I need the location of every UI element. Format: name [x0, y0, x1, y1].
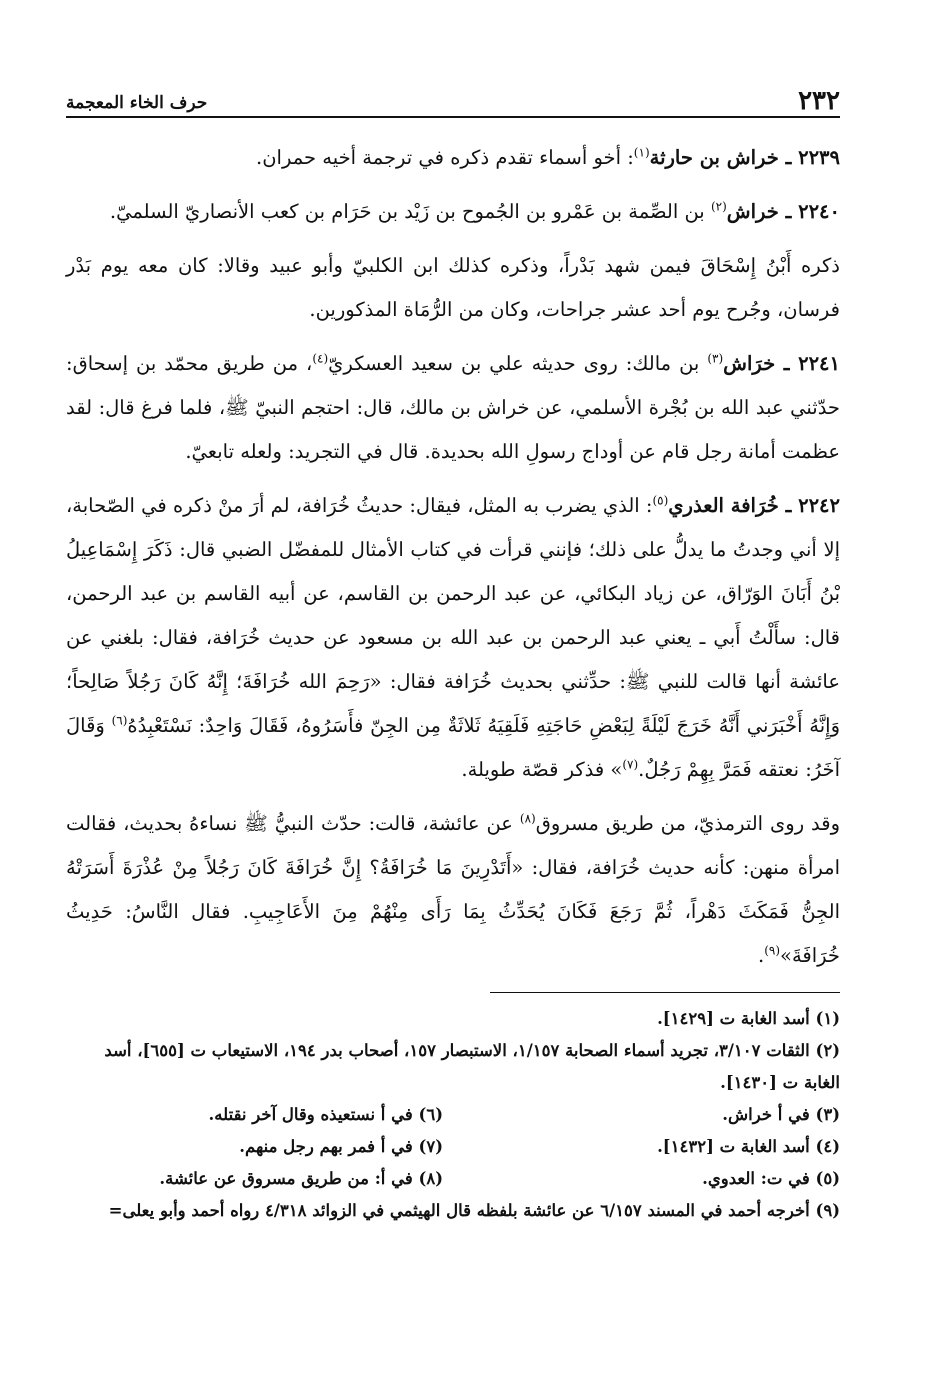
- footnote-ref[interactable]: (٦): [111, 713, 128, 728]
- entry-text: : الذي يضرب به المثل، فيقال: حديثُ خُرَافة، لم أرَ منْ ذكره في الصّحابة، إلا أني وجدتُ ما يدلُّ على ذلك؛ فإنني قرأت في كتاب الأمثال للمفضّل الضبي قال: ذَكَرَ إِسْمَاعِيلُ بْنُ أَبَانَ الوَرّاق، عن زياد البكائي، عن عبد الرحمن بن القاسم، عن أبيه القاسم بن عبد الرحمن، قال: سأَلْتُ أَبي ـ يعني عبد الرحمن بن عبد الله بن مسعود عن حديث خُرَافة، فقال: بلغني عن عائشة أنها قالت للنبي ﷺ: حدِّثني بحديث خُرَافة فقال: «رَحِمَ الله خُرَافَةَ؛ إِنَّهُ كَانَ رَجُلاً صَالِحاً؛ وَإِنَّهُ أَخْبَرَني أَنَّهُ خَرَجَ لَيْلَةً لِبَعْضِ حَاجَتِهِ فَلَقِيَهُ ثَلاثَةٌ مِن الجِنّ فأَسَرُوهُ، فَقَالَ وَاحِدٌ: نَسْتَعْبِدُهُ: [66, 494, 840, 737]
- entry-heading: ٢٢٤٠ ـ خراش: [726, 200, 840, 223]
- entry-text: ذكره أَبْنُ إِسْحَاقَ فيمن شهد بَدْراً، وذكره كذلك ابن الكلبيّ وأبو عبيد وقالا: كان معه يوم بَدْر فرسان، وجُرح يوم أحد عشر جراحات، وكان من الرُّمَاة المذكورين.: [66, 254, 840, 321]
- entry-2240: [66, 190, 840, 234]
- entry-heading: ٢٢٤١ ـ خرَاش: [723, 352, 841, 375]
- footnote-8: (٨) في أ: من طريق مسروق عن عائشة.: [159, 1169, 443, 1188]
- footnote-5: (٥) في ت: العدوي.: [702, 1169, 840, 1188]
- footnote-columns: [66, 1099, 840, 1195]
- running-title: حرف الخاء المعجمة: [66, 93, 208, 113]
- entry-2241: [66, 342, 840, 474]
- entry-heading: ٢٢٤٢ ـ خُرَافة العذري: [668, 494, 840, 517]
- footnotes: [66, 1003, 840, 1227]
- footnote-ref[interactable]: (٨): [519, 811, 536, 826]
- page-number: ٢٣٢: [798, 86, 840, 116]
- entry-2242: [66, 484, 840, 792]
- footnote-ref[interactable]: (٧): [622, 757, 639, 772]
- footnote-4: (٤) أسد الغابة ت [١٤٣٢].: [657, 1137, 840, 1156]
- entry-2239: [66, 136, 840, 180]
- entry-text: : أخو أسماء تقدم ذكره في ترجمة أخيه حمران.: [256, 146, 634, 169]
- entry-text: بن مالك: روى حديثه علي بن سعيد العسكريّ: [328, 352, 708, 375]
- footnote-6: (٦) في أ نستعيذه وقال آخر نقتله.: [208, 1105, 443, 1124]
- footnote-7: (٧) في أ فمر بهم رجل منهم.: [239, 1137, 443, 1156]
- footnote-2: (٢) الثقات ٣/١٠٧، تجريد أسماء الصحابة ١/١٥٧، الاستبصار ١٥٧، أصحاب بدر ١٩٤، الاستيعاب ت [٦٥٥]، أسد الغابة ت [١٤٣٠].: [104, 1041, 840, 1092]
- footnote-ref[interactable]: (٩): [764, 943, 781, 958]
- entry-text: » فذكر قصّة طويلة.: [461, 758, 623, 781]
- paragraph-2240-cont: [66, 244, 840, 332]
- entry-text: ، من طريق محمّد بن إسحاق: حدّثني عبد الله بن بُجْرة الأسلمي، عن خراش بن مالك، قال: احتجم النبيّ ﷺ، فلما فرغ قال: لقد عظمت أمانة رجل قام عن أوداج رسولِ الله بحديدة. قال في التجريد: ولعله تابعيّ.: [66, 352, 840, 463]
- footnote-3: (٣) في أ خراش.: [722, 1105, 840, 1124]
- entry-text: عن عائشة، قالت: حدّث النبيُّ ﷺ نساءهُ بحديث، فقالت امرأة منهن: كأنه حديث خُرَافة، فقال: «أَتَدْرِينَ مَا خُرَافَةُ؟ إِنَّ خُرَافَةَ كَانَ رَجُلاً مِنْ عُذْرَةَ أَسَرَتْهُ الجِنُّ فَمَكَثَ دَهْراً، ثُمَّ رَجَعَ فَكَانَ يُحَدِّثُ بِمَا رَأَى مِنْهُمْ مِنَ الأَعَاجِيبِ. فقال النَّاسُ: حَدِيثُ خُرَافَةَ»: [66, 812, 840, 967]
- footnote-9: (٩) أخرجه أحمد في المسند ٦/١٥٧ عن عائشة بلفظه قال الهيثمي في الزوائد ٤/٣١٨ رواه أحمد وأبو يعلى=: [108, 1201, 840, 1220]
- footnote-ref[interactable]: (٣): [707, 351, 724, 366]
- footnote-ref[interactable]: (٥): [652, 493, 669, 508]
- entry-text: .: [758, 944, 765, 967]
- footnote-ref[interactable]: (١): [633, 145, 650, 160]
- footnote-ref[interactable]: (٤): [312, 351, 329, 366]
- page-header: [66, 78, 840, 118]
- entry-text: وقد روى الترمذيّ، من طريق مسروق: [535, 812, 840, 835]
- entry-text: بن الصِّمة بن عَمْرو بن الجُموح بن زَيْد بن حَرَام بن كعب الأنصاريّ السلميّ.: [109, 200, 711, 223]
- entry-text: وَقَالَ آخَرُ: نعتقه فَمَرَّ بِهِمْ رَجُلٌ.: [66, 714, 840, 781]
- main-text: [66, 136, 840, 978]
- entry-heading: ٢٢٣٩ ـ خراش بن حارثة: [649, 146, 840, 169]
- footnote-ref[interactable]: (٢): [710, 199, 727, 214]
- paragraph-tirmidhi: [66, 802, 840, 978]
- footnote-divider: [490, 992, 840, 993]
- footnote-1: (١) أسد الغابة ت [١٤٢٩].: [657, 1009, 840, 1028]
